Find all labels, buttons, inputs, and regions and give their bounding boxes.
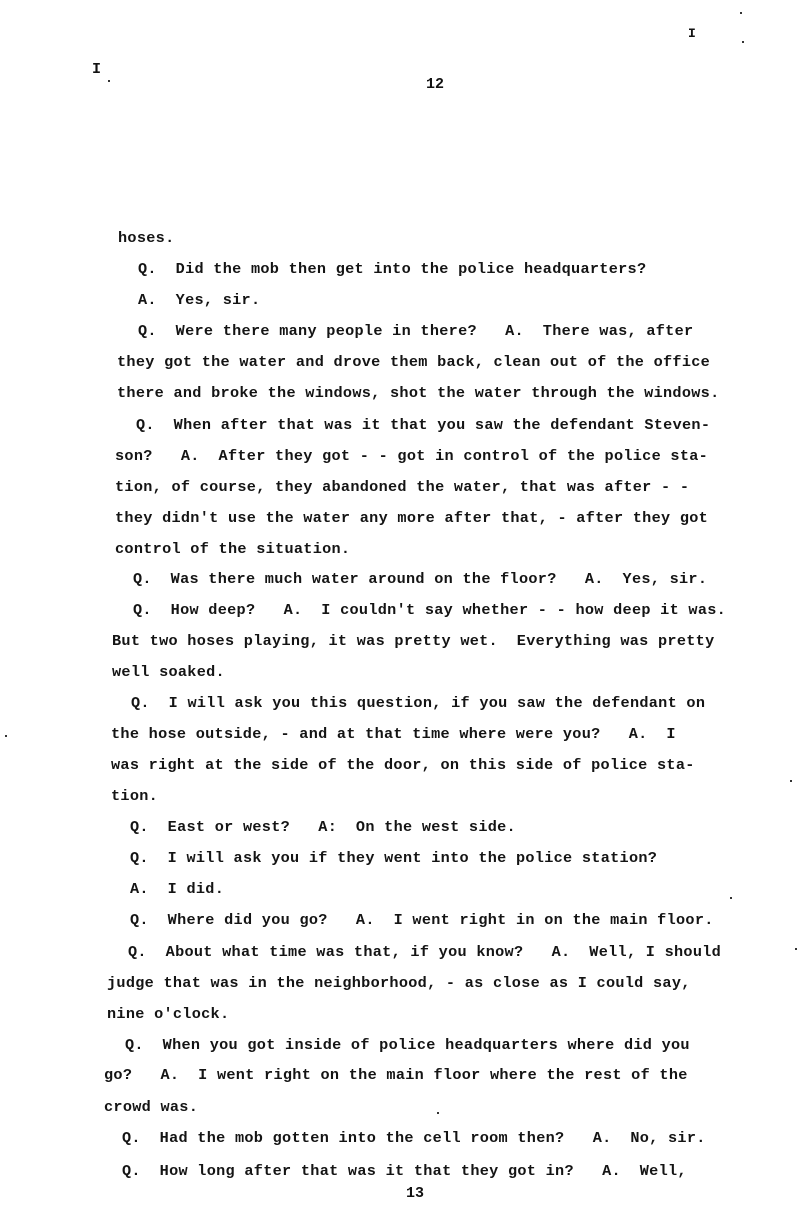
transcript-line: Q. About what time was that, if you know? A. Well, I should (128, 943, 722, 961)
transcript-line: hoses. (118, 229, 175, 247)
scan-speck (5, 735, 7, 737)
scan-speck (730, 897, 732, 899)
transcript-line: Q. Where did you go? A. I went right in on the main floor. (130, 911, 714, 929)
transcript-line: was right at the side of the door, on this side of police sta- (111, 756, 695, 774)
transcript-line: Q. How long after that was it that they got in? A. Well, (122, 1162, 687, 1180)
scan-speck (108, 80, 110, 82)
transcript-line: control of the situation. (115, 540, 351, 558)
transcript-line: they got the water and drove them back, clean out of the office (117, 353, 711, 371)
transcript-line: there and broke the windows, shot the water through the windows. (117, 384, 720, 402)
transcript-line: But two hoses playing, it was pretty wet. Everything was pretty (112, 632, 715, 650)
scan-speck (740, 12, 742, 14)
scan-speck (742, 41, 744, 43)
transcript-line: son? A. After they got - - got in control of the police sta- (115, 447, 709, 465)
transcript-line: Q. East or west? A: On the west side. (130, 818, 516, 836)
transcript-line: tion. (111, 787, 159, 805)
margin-marker-right: I (688, 26, 696, 41)
transcript-line: Q. When you got inside of police headquarters where did you (125, 1036, 690, 1054)
transcript-line: Q. Had the mob gotten into the cell room then? A. No, sir. (122, 1129, 706, 1147)
page-number-top: 12 (426, 76, 445, 93)
transcript-line: A. Yes, sir. (138, 291, 261, 309)
page-number-bottom: 13 (406, 1185, 425, 1202)
transcript-line: well soaked. (112, 663, 225, 681)
transcript-line: Q. Did the mob then get into the police headquarters? (138, 260, 647, 278)
scan-speck (790, 780, 792, 782)
scan-speck (795, 948, 797, 950)
transcript-line: nine o'clock. (107, 1005, 230, 1023)
transcript-line: Q. Was there much water around on the floor? A. Yes, sir. (133, 570, 708, 588)
transcript-line: Q. I will ask you this question, if you saw the defendant on (131, 694, 706, 712)
margin-marker-left: I (92, 61, 102, 78)
transcript-line: go? A. I went right on the main floor where the rest of the (104, 1066, 688, 1084)
transcript-line: Q. When after that was it that you saw the defendant Steven- (136, 416, 711, 434)
transcript-line: Q. How deep? A. I couldn't say whether - - how deep it was. (133, 601, 727, 619)
scan-speck (437, 1112, 439, 1114)
transcript-line: they didn't use the water any more after that, - after they got (115, 509, 709, 527)
transcript-line: crowd was. (104, 1098, 199, 1116)
transcript-line: judge that was in the neighborhood, - as close as I could say, (107, 974, 691, 992)
transcript-line: A. I did. (130, 880, 225, 898)
transcript-line: Q. Were there many people in there? A. There was, after (138, 322, 694, 340)
transcript-line: tion, of course, they abandoned the water, that was after - - (115, 478, 690, 496)
transcript-line: Q. I will ask you if they went into the police station? (130, 849, 658, 867)
transcript-line: the hose outside, - and at that time where were you? A. I (111, 725, 676, 743)
